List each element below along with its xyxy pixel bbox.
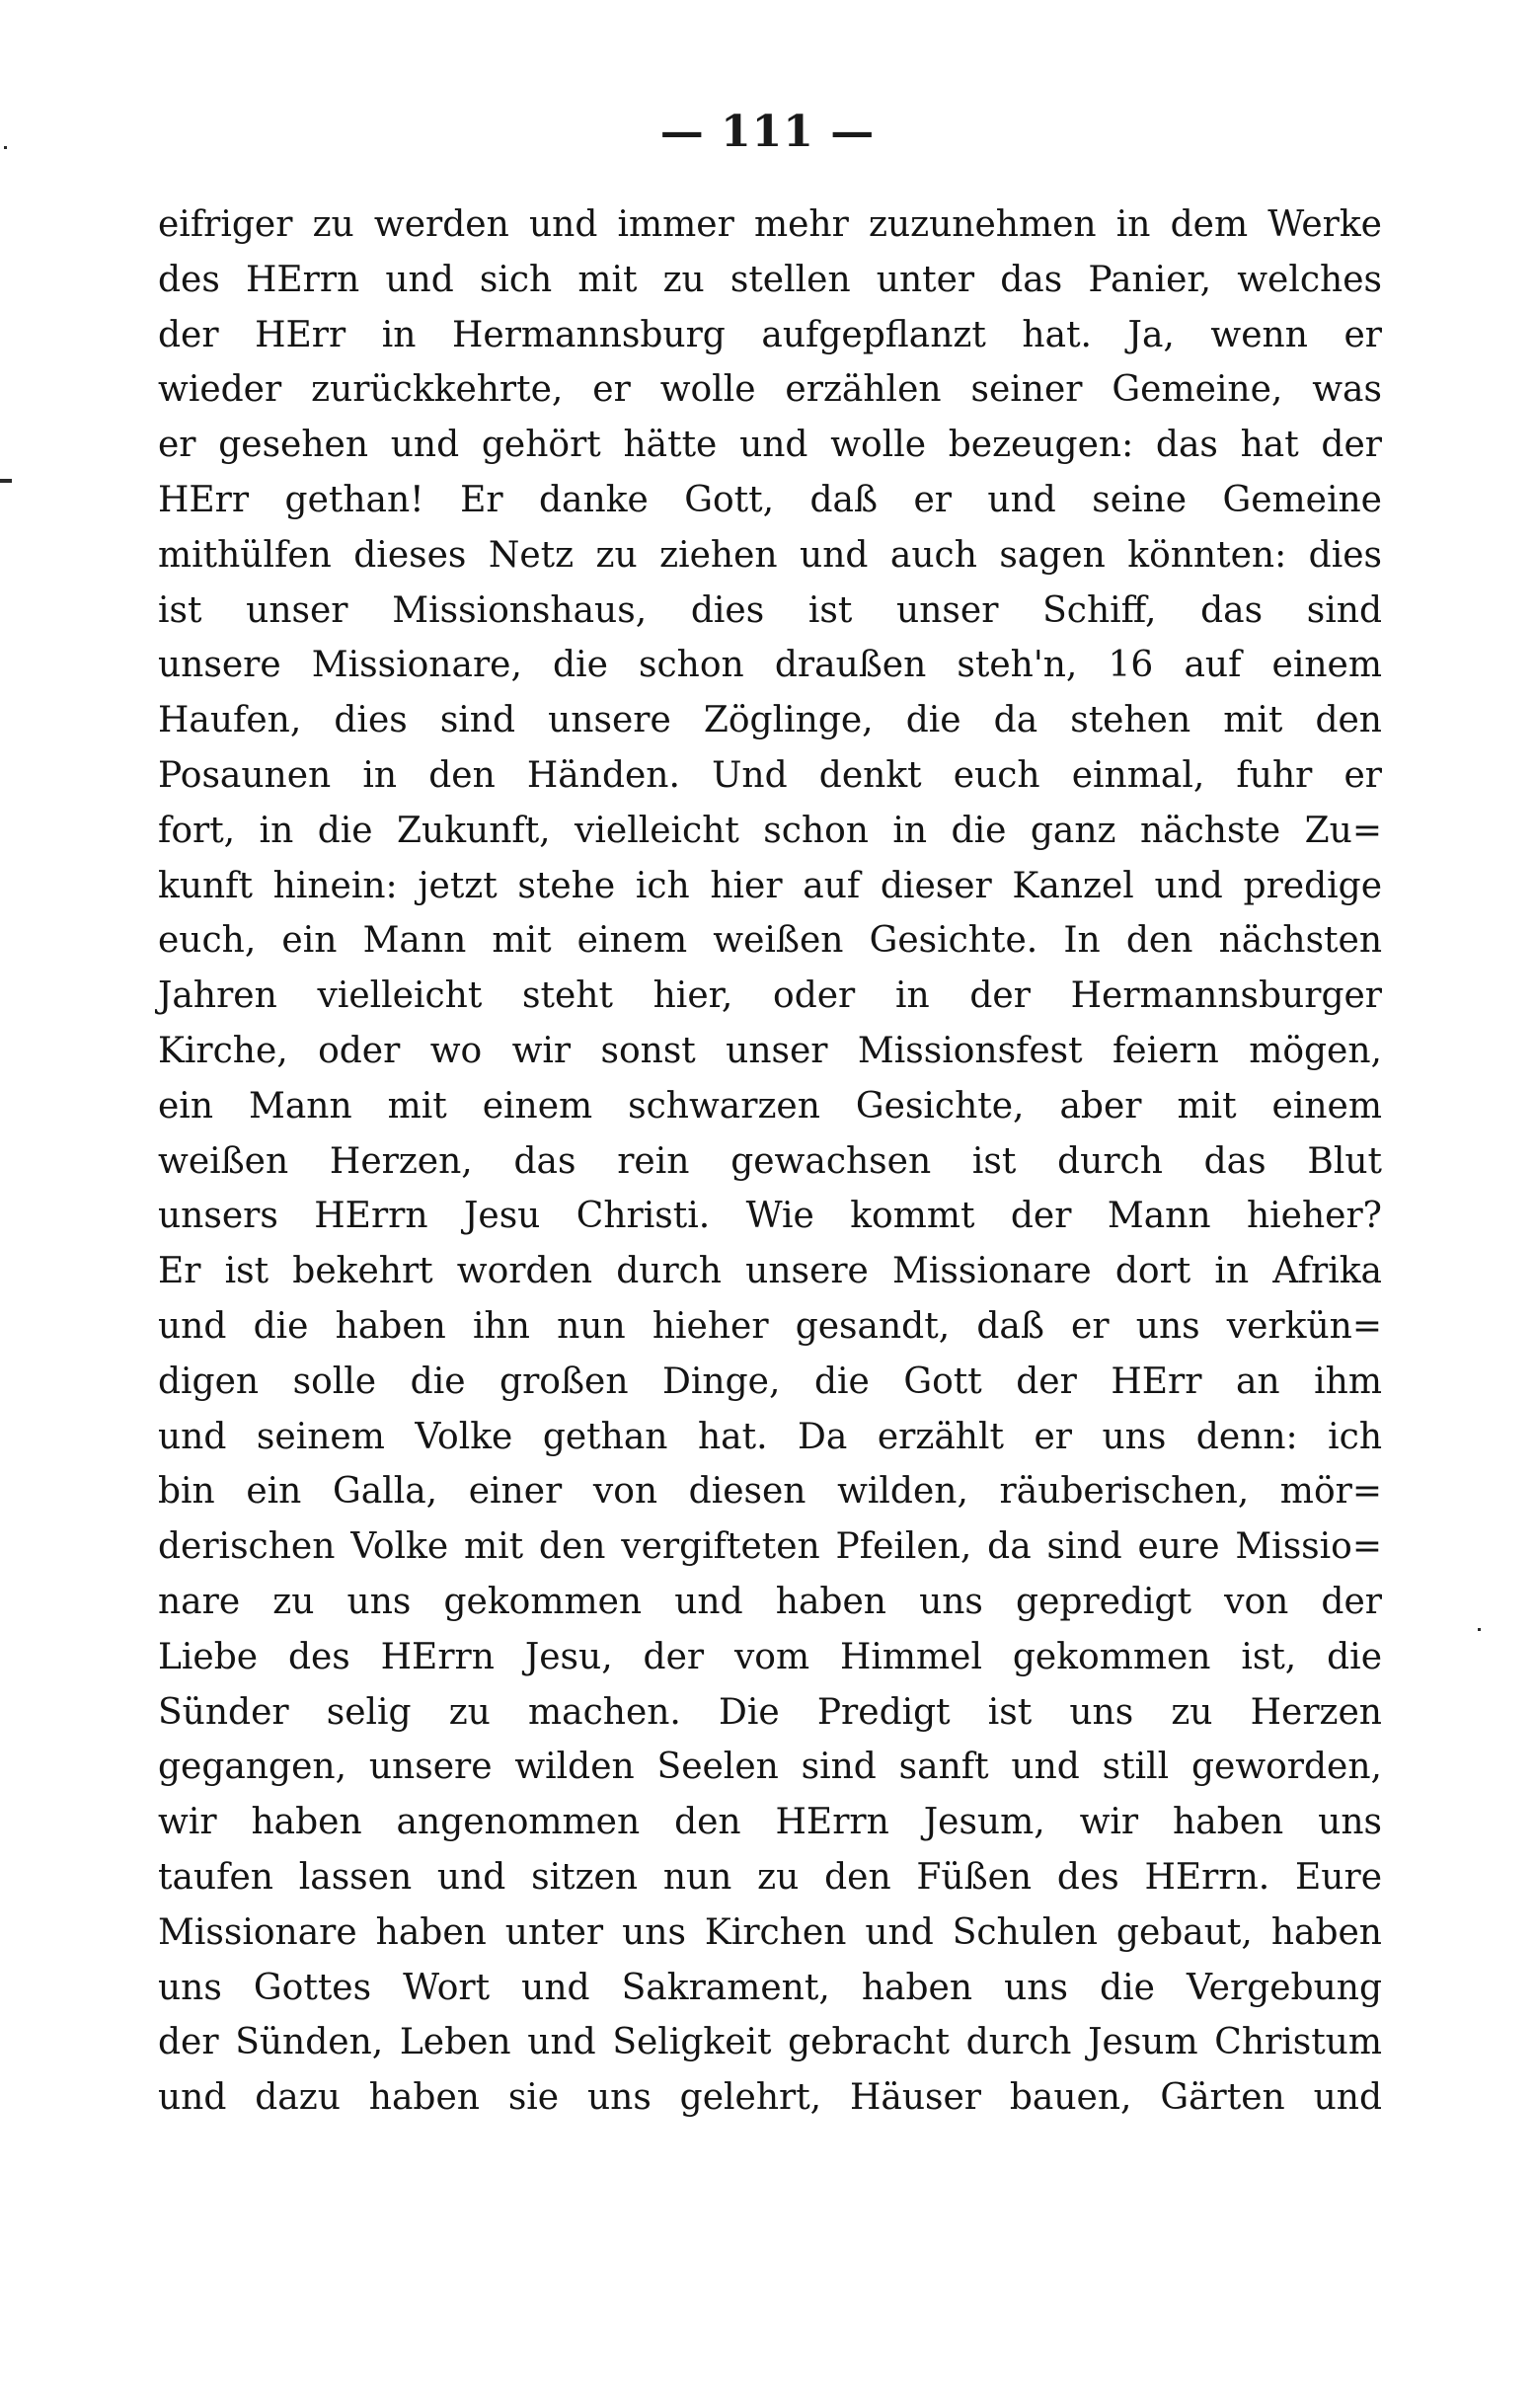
text-line: unsers HErrn Jesu Christi. Wie kommt der Mann hieher? <box>158 1196 1382 1237</box>
text-line: nare zu uns gekommen und haben uns gepredigt von der <box>158 1581 1382 1622</box>
text-line: und die haben ihn nun hieher gesandt, daß er uns verkün= <box>158 1305 1382 1347</box>
text-line: wir haben angenommen den HErrn Jesum, wir haben uns <box>158 1802 1382 1843</box>
text-line: Kirche, oder wo wir sonst unser Missionsfest feiern mögen, <box>158 1030 1382 1071</box>
text-line: ein Mann mit einem schwarzen Gesichte, aber mit einem <box>158 1085 1382 1126</box>
text-line: uns Gottes Wort und Sakrament, haben uns die Vergebung <box>158 1967 1382 2008</box>
speck-mark <box>1478 1628 1481 1631</box>
text-line: gegangen, unsere wilden Seelen sind sanft und still geworden, <box>158 1747 1382 1788</box>
text-line: eifriger zu werden und immer mehr zuzunehmen in dem Werke <box>158 204 1382 245</box>
text-line: Posaunen in den Händen. Und denkt euch einmal, fuhr er <box>158 754 1382 796</box>
text-line: Missionare haben unter uns Kirchen und Schulen gebaut, haben <box>158 1911 1382 1953</box>
text-line: fort, in die Zukunft, vielleicht schon in die ganz nächste Zu= <box>158 810 1382 851</box>
text-line: Er ist bekehrt worden durch unsere Missionare dort in Afrika <box>158 1251 1382 1292</box>
margin-mark <box>0 479 12 483</box>
text-line: derischen Volke mit den vergifteten Pfeilen, da sind eure Missio= <box>158 1526 1382 1568</box>
speck-mark <box>4 146 7 149</box>
text-line: bin ein Galla, einer von diesen wilden, räuberischen, mör= <box>158 1471 1382 1513</box>
text-line: und dazu haben sie uns gelehrt, Häuser bauen, Gärten und <box>158 2077 1382 2119</box>
text-line: wieder zurückkehrte, er wolle erzählen seiner Gemeine, was <box>158 369 1382 411</box>
text-line: er gesehen und gehört hätte und wolle bezeugen: das hat der <box>158 425 1382 466</box>
text-line: Haufen, dies sind unsere Zöglinge, die da stehen mit den <box>158 700 1382 741</box>
text-line: unsere Missionare, die schon draußen steh'n, 16 auf einem <box>158 645 1382 686</box>
text-line: weißen Herzen, das rein gewachsen ist durch das Blut <box>158 1140 1382 1182</box>
text-line: der HErr in Hermannsburg aufgepflanzt hat. Ja, wenn er <box>158 314 1382 355</box>
text-line: taufen lassen und sitzen nun zu den Füßen des HErrn. Eure <box>158 1856 1382 1898</box>
text-line: Jahren vielleicht steht hier, oder in der Hermannsburger <box>158 975 1382 1017</box>
text-line: und seinem Volke gethan hat. Da erzählt er uns denn: ich <box>158 1416 1382 1457</box>
text-line: HErr gethan! Er danke Gott, daß er und seine Gemeine <box>158 479 1382 520</box>
text-line: digen solle die großen Dinge, die Gott der HErr an ihm <box>158 1360 1382 1402</box>
text-line: des HErrn und sich mit zu stellen unter das Panier, welches <box>158 259 1382 300</box>
text-line: ist unser Missionshaus, dies ist unser Schiff, das sind <box>158 589 1382 631</box>
text-line: euch, ein Mann mit einem weißen Gesichte. In den nächsten <box>158 920 1382 962</box>
text-line: der Sünden, Leben und Seligkeit gebracht durch Jesum Christum <box>158 2022 1382 2063</box>
body-text <box>158 197 1382 2126</box>
text-line: Liebe des HErrn Jesu, der vom Himmel gekommen ist, die <box>158 1636 1382 1677</box>
text-line: mithülfen dieses Netz zu ziehen und auch sagen könnten: dies <box>158 534 1382 576</box>
page-number: — 111 — <box>659 107 876 157</box>
text-line: Sünder selig zu machen. Die Predigt ist uns zu Herzen <box>158 1691 1382 1733</box>
text-line: kunft hinein: jetzt stehe ich hier auf dieser Kanzel und predige <box>158 865 1382 906</box>
